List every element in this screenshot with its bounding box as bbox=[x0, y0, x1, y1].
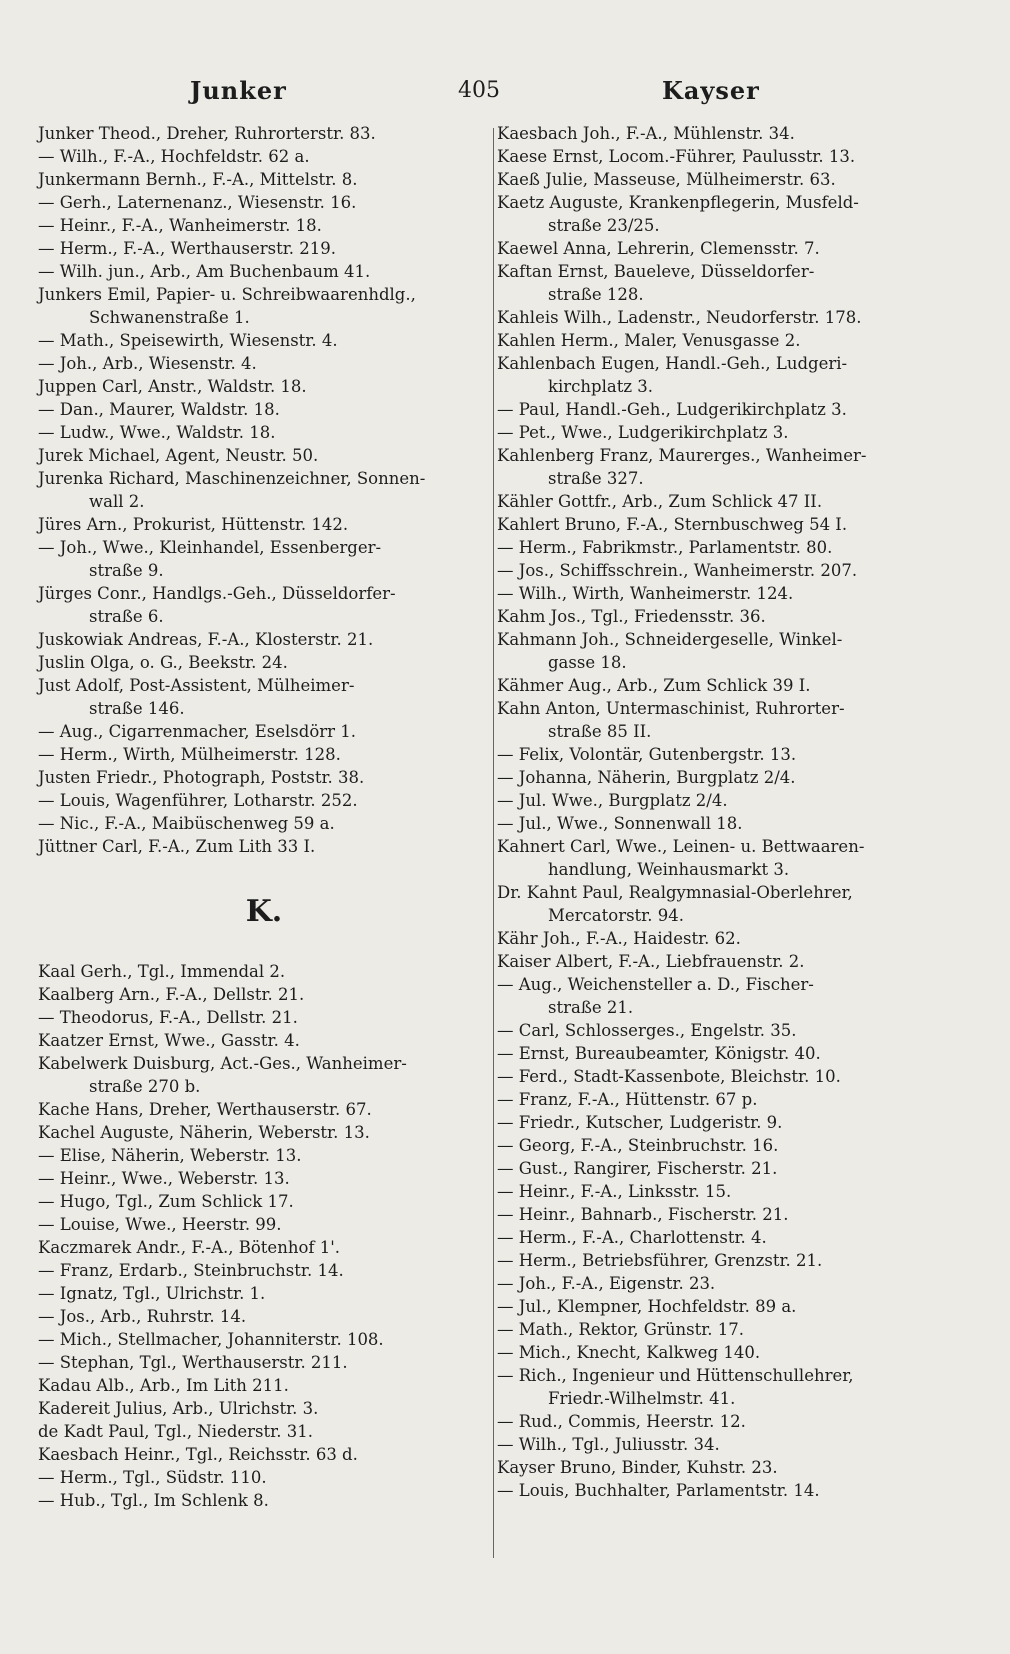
entry-line: — Ignatz, Tgl., Ulrichstr. 1. bbox=[38, 1284, 266, 1303]
entry-line: Junkers Emil, Papier- u. Schreibwaarenhdlg., bbox=[38, 285, 416, 304]
entry-line: — Herm., Tgl., Südstr. 110. bbox=[38, 1468, 267, 1487]
directory-entry bbox=[38, 237, 490, 260]
entry-line: Kaczmarek Andr., F.-A., Bötenhof 1'. bbox=[38, 1238, 341, 1257]
entry-line: Kayser Bruno, Binder, Kuhstr. 23. bbox=[497, 1458, 778, 1477]
entry-line: — Jos., Schiffsschrein., Wanheimerstr. 207. bbox=[497, 561, 858, 580]
entry-line: Juskowiak Andreas, F.-A., Klosterstr. 21. bbox=[38, 630, 374, 649]
directory-entry bbox=[38, 983, 490, 1006]
directory-entry bbox=[38, 1443, 490, 1466]
directory-entry bbox=[497, 1042, 949, 1065]
directory-entry bbox=[38, 628, 490, 651]
entry-continuation: straße 23/25. bbox=[548, 216, 660, 235]
entry-continuation: straße 128. bbox=[548, 285, 644, 304]
entry-line: Kabelwerk Duisburg, Act.-Ges., Wanheimer- bbox=[38, 1054, 407, 1073]
entry-line: Kähler Gottfr., Arb., Zum Schlick 47 II. bbox=[497, 492, 823, 511]
directory-entry bbox=[497, 1088, 949, 1111]
entry-line: Kahlenbach Eugen, Handl.-Geh., Ludgeri- bbox=[497, 354, 848, 373]
directory-entry bbox=[38, 720, 490, 743]
entry-line: Kadereit Julius, Arb., Ulrichstr. 3. bbox=[38, 1399, 319, 1418]
directory-entry bbox=[38, 168, 490, 191]
directory-entry bbox=[38, 1098, 490, 1121]
directory-entry bbox=[38, 1121, 490, 1144]
directory-entry bbox=[497, 1341, 949, 1364]
directory-entry bbox=[38, 1305, 490, 1328]
entry-continuation: straße 327. bbox=[548, 469, 644, 488]
entry-line: — Jos., Arb., Ruhrstr. 14. bbox=[38, 1307, 247, 1326]
entry-line: — Hub., Tgl., Im Schlenk 8. bbox=[38, 1491, 269, 1510]
entry-line: — Wilh., Tgl., Juliusstr. 34. bbox=[497, 1435, 720, 1454]
directory-entry bbox=[38, 1052, 490, 1098]
directory-entry bbox=[497, 835, 949, 881]
directory-entry bbox=[497, 168, 949, 191]
entry-line: Just Adolf, Post-Assistent, Mülheimer- bbox=[38, 676, 355, 695]
directory-entry bbox=[38, 812, 490, 835]
entry-line: — Mich., Knecht, Kalkweg 140. bbox=[497, 1343, 761, 1362]
entry-line: — Hugo, Tgl., Zum Schlick 17. bbox=[38, 1192, 294, 1211]
directory-entry bbox=[38, 122, 490, 145]
entry-line: Jurek Michael, Agent, Neustr. 50. bbox=[38, 446, 319, 465]
entry-line: Juppen Carl, Anstr., Waldstr. 18. bbox=[38, 377, 307, 396]
entry-line: Kähmer Aug., Arb., Zum Schlick 39 I. bbox=[497, 676, 811, 695]
entry-line: — Herm., Fabrikmstr., Parlamentstr. 80. bbox=[497, 538, 833, 557]
entry-line: — Wilh. jun., Arb., Am Buchenbaum 41. bbox=[38, 262, 371, 281]
directory-entry bbox=[38, 1167, 490, 1190]
entry-continuation: wall 2. bbox=[89, 492, 145, 511]
directory-entry bbox=[38, 1144, 490, 1167]
directory-entry bbox=[38, 1328, 490, 1351]
directory-entry bbox=[497, 1134, 949, 1157]
entry-line: — Math., Rektor, Grünstr. 17. bbox=[497, 1320, 745, 1339]
entry-line: Kaftan Ernst, Baueleve, Düsseldorfer- bbox=[497, 262, 815, 281]
entry-continuation: straße 21. bbox=[548, 998, 634, 1017]
entry-line: — Heinr., F.-A., Linksstr. 15. bbox=[497, 1182, 732, 1201]
directory-entry bbox=[38, 214, 490, 237]
entry-line: Kaese Ernst, Locom.-Führer, Paulusstr. 13. bbox=[497, 147, 856, 166]
entry-line: — Joh., F.-A., Eigenstr. 23. bbox=[497, 1274, 716, 1293]
entry-line: — Aug., Cigarrenmacher, Eselsdörr 1. bbox=[38, 722, 357, 741]
directory-entry bbox=[38, 651, 490, 674]
directory-entry bbox=[38, 513, 490, 536]
entry-continuation: straße 146. bbox=[89, 699, 185, 718]
column-divider bbox=[493, 128, 494, 1558]
entry-line: — Gerh., Laternenanz., Wiesenstr. 16. bbox=[38, 193, 357, 212]
directory-entry bbox=[38, 1190, 490, 1213]
directory-entry bbox=[38, 960, 490, 983]
directory-entry bbox=[497, 1226, 949, 1249]
directory-entry bbox=[497, 237, 949, 260]
entry-line: Jüttner Carl, F.-A., Zum Lith 33 I. bbox=[38, 837, 316, 856]
directory-entry bbox=[497, 145, 949, 168]
directory-entry bbox=[497, 1433, 949, 1456]
entry-line: — Joh., Arb., Wiesenstr. 4. bbox=[38, 354, 257, 373]
entry-line: Kahm Jos., Tgl., Friedensstr. 36. bbox=[497, 607, 766, 626]
directory-entry bbox=[497, 513, 949, 536]
directory-entry bbox=[497, 1180, 949, 1203]
entry-line: Juslin Olga, o. G., Beekstr. 24. bbox=[38, 653, 288, 672]
entry-continuation: straße 9. bbox=[89, 561, 164, 580]
entry-line: — Herm., F.-A., Charlottenstr. 4. bbox=[497, 1228, 767, 1247]
entry-line: Jürges Conr., Handlgs.-Geh., Düsseldorfer- bbox=[38, 584, 396, 603]
right-column bbox=[497, 122, 949, 1502]
directory-entry bbox=[497, 490, 949, 513]
entry-line: Kaesbach Joh., F.-A., Mühlenstr. 34. bbox=[497, 124, 795, 143]
entry-line: Kaalberg Arn., F.-A., Dellstr. 21. bbox=[38, 985, 305, 1004]
entry-continuation: handlung, Weinhausmarkt 3. bbox=[548, 860, 790, 879]
entry-line: Kahleis Wilh., Ladenstr., Neudorferstr. 178. bbox=[497, 308, 862, 327]
entry-continuation: kirchplatz 3. bbox=[548, 377, 654, 396]
entry-line: — Louis, Buchhalter, Parlamentstr. 14. bbox=[497, 1481, 820, 1500]
entry-continuation: straße 6. bbox=[89, 607, 164, 626]
directory-entry bbox=[497, 1272, 949, 1295]
header-left-catchword: Junker bbox=[190, 76, 287, 105]
directory-entry bbox=[497, 421, 949, 444]
directory-entry bbox=[497, 191, 949, 237]
entry-line: Kaiser Albert, F.-A., Liebfrauenstr. 2. bbox=[497, 952, 805, 971]
entry-line: — Wilh., Wirth, Wanheimerstr. 124. bbox=[497, 584, 794, 603]
entry-continuation: gasse 18. bbox=[548, 653, 627, 672]
entry-line: — Elise, Näherin, Weberstr. 13. bbox=[38, 1146, 302, 1165]
directory-entry bbox=[38, 329, 490, 352]
entry-continuation: straße 85 II. bbox=[548, 722, 652, 741]
entry-line: — Johanna, Näherin, Burgplatz 2/4. bbox=[497, 768, 796, 787]
entry-line: Junkermann Bernh., F.-A., Mittelstr. 8. bbox=[38, 170, 358, 189]
directory-entry bbox=[38, 283, 490, 329]
entry-line: — Louise, Wwe., Heerstr. 99. bbox=[38, 1215, 282, 1234]
entry-line: — Heinr., F.-A., Wanheimerstr. 18. bbox=[38, 216, 322, 235]
directory-entry bbox=[38, 743, 490, 766]
directory-entry bbox=[497, 444, 949, 490]
directory-entry bbox=[38, 1397, 490, 1420]
entry-line: — Felix, Volontär, Gutenbergstr. 13. bbox=[497, 745, 797, 764]
directory-entry bbox=[38, 1466, 490, 1489]
entry-line: — Stephan, Tgl., Werthauserstr. 211. bbox=[38, 1353, 348, 1372]
entry-line: — Friedr., Kutscher, Ludgeristr. 9. bbox=[497, 1113, 783, 1132]
directory-entry bbox=[497, 1364, 949, 1410]
left-column bbox=[38, 122, 490, 1512]
directory-entry bbox=[38, 1282, 490, 1305]
entry-line: Jurenka Richard, Maschinenzeichner, Sonnen- bbox=[38, 469, 426, 488]
directory-entry bbox=[38, 191, 490, 214]
directory-entry bbox=[38, 1374, 490, 1397]
directory-entry bbox=[497, 1456, 949, 1479]
left-top-entries bbox=[38, 122, 490, 858]
directory-entry bbox=[497, 1203, 949, 1226]
directory-entry bbox=[497, 697, 949, 743]
entry-line: — Wilh., F.-A., Hochfeldstr. 62 a. bbox=[38, 147, 310, 166]
entry-line: Kahnert Carl, Wwe., Leinen- u. Bettwaaren- bbox=[497, 837, 865, 856]
entry-line: Kachel Auguste, Näherin, Weberstr. 13. bbox=[38, 1123, 370, 1142]
entry-line: — Jul., Wwe., Sonnenwall 18. bbox=[497, 814, 743, 833]
entry-line: Kaal Gerh., Tgl., Immendal 2. bbox=[38, 962, 286, 981]
entry-continuation: straße 270 b. bbox=[89, 1077, 201, 1096]
entry-line: — Georg, F.-A., Steinbruchstr. 16. bbox=[497, 1136, 779, 1155]
directory-entry bbox=[497, 122, 949, 145]
directory-entry bbox=[497, 329, 949, 352]
entry-line: — Herm., F.-A., Werthauserstr. 219. bbox=[38, 239, 337, 258]
directory-entry bbox=[497, 1249, 949, 1272]
entry-continuation: Friedr.-Wilhelmstr. 41. bbox=[548, 1389, 736, 1408]
entry-line: — Aug., Weichensteller a. D., Fischer- bbox=[497, 975, 814, 994]
directory-entry bbox=[38, 352, 490, 375]
directory-entry bbox=[497, 582, 949, 605]
entry-line: Kache Hans, Dreher, Werthauserstr. 67. bbox=[38, 1100, 372, 1119]
directory-entry bbox=[38, 1213, 490, 1236]
directory-entry bbox=[497, 1410, 949, 1433]
entry-continuation: Mercatorstr. 94. bbox=[548, 906, 684, 925]
entry-line: Justen Friedr., Photograph, Poststr. 38. bbox=[38, 768, 365, 787]
entry-line: — Dan., Maurer, Waldstr. 18. bbox=[38, 400, 280, 419]
directory-entry bbox=[497, 306, 949, 329]
entry-line: — Joh., Wwe., Kleinhandel, Essenberger- bbox=[38, 538, 382, 557]
directory-entry bbox=[38, 467, 490, 513]
entry-line: Kaeß Julie, Masseuse, Mülheimerstr. 63. bbox=[497, 170, 836, 189]
entry-line: — Herm., Wirth, Mülheimerstr. 128. bbox=[38, 745, 341, 764]
entry-line: — Paul, Handl.-Geh., Ludgerikirchplatz 3. bbox=[497, 400, 847, 419]
directory-entry bbox=[38, 582, 490, 628]
directory-entry bbox=[497, 398, 949, 421]
directory-entry bbox=[497, 536, 949, 559]
directory-entry bbox=[38, 1236, 490, 1259]
directory-entry bbox=[38, 1029, 490, 1052]
entry-continuation: Schwanenstraße 1. bbox=[89, 308, 250, 327]
directory-entry bbox=[497, 674, 949, 697]
directory-entry bbox=[497, 1065, 949, 1088]
directory-entry bbox=[497, 559, 949, 582]
entry-line: Junker Theod., Dreher, Ruhrorterstr. 83. bbox=[38, 124, 376, 143]
directory-entry bbox=[497, 352, 949, 398]
directory-entry bbox=[38, 1489, 490, 1512]
entry-line: Kähr Joh., F.-A., Haidestr. 62. bbox=[497, 929, 741, 948]
directory-entry bbox=[38, 536, 490, 582]
entry-line: Kahlenberg Franz, Maurerges., Wanheimer- bbox=[497, 446, 867, 465]
left-bottom-entries bbox=[38, 960, 490, 1512]
entry-line: — Herm., Betriebsführer, Grenzstr. 21. bbox=[497, 1251, 823, 1270]
entry-line: Kadau Alb., Arb., Im Lith 211. bbox=[38, 1376, 289, 1395]
directory-entry bbox=[497, 1318, 949, 1341]
directory-entry bbox=[38, 444, 490, 467]
entry-line: — Ludw., Wwe., Waldstr. 18. bbox=[38, 423, 276, 442]
directory-entry bbox=[497, 1295, 949, 1318]
entry-line: Kahlen Herm., Maler, Venusgasse 2. bbox=[497, 331, 801, 350]
directory-entry bbox=[38, 766, 490, 789]
entry-line: — Mich., Stellmacher, Johanniterstr. 108. bbox=[38, 1330, 384, 1349]
directory-entry bbox=[497, 605, 949, 628]
entry-line: — Nic., F.-A., Maibüschenweg 59 a. bbox=[38, 814, 335, 833]
directory-entry bbox=[497, 881, 949, 927]
entry-line: — Ferd., Stadt-Kassenbote, Bleichstr. 10. bbox=[497, 1067, 841, 1086]
directory-entry bbox=[497, 789, 949, 812]
directory-entry bbox=[497, 628, 949, 674]
right-entries bbox=[497, 122, 949, 1502]
entry-line: — Theodorus, F.-A., Dellstr. 21. bbox=[38, 1008, 298, 1027]
entry-line: — Louis, Wagenführer, Lotharstr. 252. bbox=[38, 791, 358, 810]
directory-entry bbox=[38, 398, 490, 421]
directory-entry bbox=[497, 260, 949, 306]
directory-entry bbox=[497, 743, 949, 766]
entry-line: — Jul. Wwe., Burgplatz 2/4. bbox=[497, 791, 728, 810]
directory-entry bbox=[38, 835, 490, 858]
entry-line: de Kadt Paul, Tgl., Niederstr. 31. bbox=[38, 1422, 313, 1441]
directory-entry bbox=[38, 1006, 490, 1029]
entry-line: Kaesbach Heinr., Tgl., Reichsstr. 63 d. bbox=[38, 1445, 358, 1464]
directory-entry bbox=[38, 674, 490, 720]
directory-entry bbox=[38, 1420, 490, 1443]
page-number: 405 bbox=[458, 78, 500, 103]
directory-entry bbox=[497, 973, 949, 1019]
entry-line: Jüres Arn., Prokurist, Hüttenstr. 142. bbox=[38, 515, 349, 534]
directory-entry bbox=[38, 421, 490, 444]
entry-line: — Franz, Erdarb., Steinbruchstr. 14. bbox=[38, 1261, 344, 1280]
entry-line: Kahn Anton, Untermaschinist, Ruhrorter- bbox=[497, 699, 845, 718]
entry-line: — Heinr., Wwe., Weberstr. 13. bbox=[38, 1169, 290, 1188]
directory-entry bbox=[38, 1259, 490, 1282]
directory-entry bbox=[38, 1351, 490, 1374]
directory-entry bbox=[38, 145, 490, 168]
directory-entry bbox=[497, 927, 949, 950]
entry-line: Kaatzer Ernst, Wwe., Gasstr. 4. bbox=[38, 1031, 300, 1050]
entry-line: — Math., Speisewirth, Wiesenstr. 4. bbox=[38, 331, 338, 350]
directory-entry bbox=[497, 1019, 949, 1042]
entry-line: — Franz, F.-A., Hüttenstr. 67 p. bbox=[497, 1090, 758, 1109]
header-right-catchword: Kayser bbox=[662, 76, 760, 105]
entry-line: — Heinr., Bahnarb., Fischerstr. 21. bbox=[497, 1205, 789, 1224]
entry-line: — Ernst, Bureaubeamter, Königstr. 40. bbox=[497, 1044, 821, 1063]
directory-entry bbox=[497, 812, 949, 835]
entry-line: — Carl, Schlosserges., Engelstr. 35. bbox=[497, 1021, 797, 1040]
directory-entry bbox=[38, 375, 490, 398]
directory-entry bbox=[497, 766, 949, 789]
directory-entry bbox=[497, 1479, 949, 1502]
entry-line: Kahmann Joh., Schneidergeselle, Winkel- bbox=[497, 630, 843, 649]
entry-line: — Rich., Ingenieur und Hüttenschullehrer, bbox=[497, 1366, 854, 1385]
entry-line: Kaetz Auguste, Krankenpflegerin, Musfeld- bbox=[497, 193, 859, 212]
directory-entry bbox=[497, 1157, 949, 1180]
entry-line: Kaewel Anna, Lehrerin, Clemensstr. 7. bbox=[497, 239, 820, 258]
directory-entry bbox=[497, 950, 949, 973]
section-letter: K. bbox=[245, 894, 283, 929]
entry-line: — Gust., Rangirer, Fischerstr. 21. bbox=[497, 1159, 778, 1178]
entry-line: Kahlert Bruno, F.-A., Sternbuschweg 54 I. bbox=[497, 515, 848, 534]
directory-entry bbox=[38, 789, 490, 812]
entry-line: — Pet., Wwe., Ludgerikirchplatz 3. bbox=[497, 423, 789, 442]
entry-line: Dr. Kahnt Paul, Realgymnasial-Oberlehrer, bbox=[497, 883, 853, 902]
entry-line: — Rud., Commis, Heerstr. 12. bbox=[497, 1412, 746, 1431]
directory-entry bbox=[38, 260, 490, 283]
entry-line: — Jul., Klempner, Hochfeldstr. 89 a. bbox=[497, 1297, 797, 1316]
page-header bbox=[0, 70, 1010, 110]
directory-entry bbox=[497, 1111, 949, 1134]
